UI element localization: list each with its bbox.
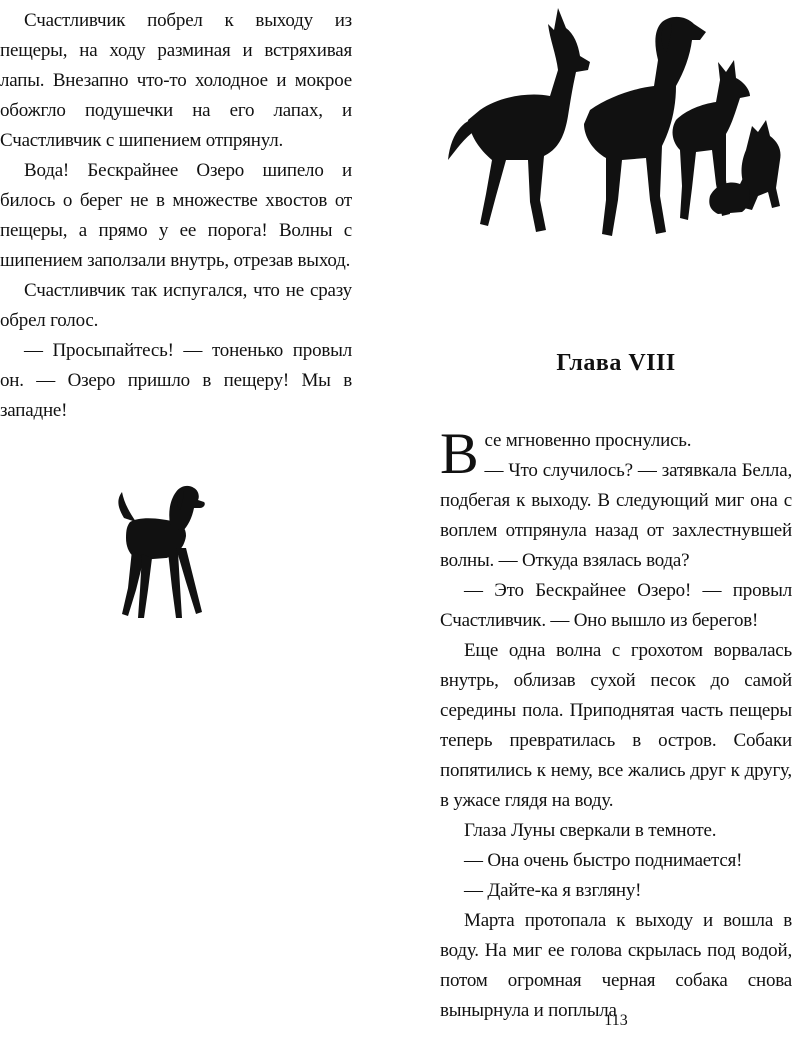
paragraph: — Это Бескрайнее Озеро! — провыл Счастливчик. — Оно вышло из берегов! (440, 580, 792, 631)
right-page-text (440, 421, 792, 1026)
dog-pack-illustration (440, 0, 792, 250)
paragraph: Вода! Бескрайнее Озеро шипело и билось о берег не в множестве хвостов от пещеры, а прямо у ее порога! Волны с шипением заползали внутрь, отрезав выход. (0, 160, 352, 271)
drop-cap: В (440, 421, 479, 486)
chapter-title: Глава VIII (556, 350, 676, 376)
paragraph: — Дайте-ка я взгляну! (464, 880, 642, 901)
paragraph: Глаза Луны сверкали в темноте. (464, 820, 717, 841)
paragraph: — Просыпайтесь! — тоненько провыл он. — Озеро пришло в пещеру! Мы в западне! (0, 340, 352, 421)
paragraph: Марта протопала к выходу и вошла в воду. На миг ее голова скрылась под водой, потом огромная черная собака снова вынырнула и поплыла (440, 910, 792, 1021)
first-paragraph (440, 421, 792, 486)
first-line: се мгновенно проснулись. (484, 430, 692, 451)
left-page-text (0, 6, 352, 426)
paragraph: — Она очень быстро поднимается! (464, 850, 743, 871)
paragraph: Счастливчик так испугался, что не сразу обрел голос. (0, 280, 352, 331)
paragraph: — Что случилось? — затявкала Белла, подбегая к выходу. В следующий миг она с воплем отпрянула назад от захлестнувшей волны. — Откуда взялась вода? (440, 460, 792, 571)
paragraph: Еще одна волна с грохотом ворвалась внутрь, облизав сухой песок до самой середины пола. Приподнятая часть пещеры теперь превратилась в остров. Собаки попятились к нему, все жались друг к другу, в ужасе глядя на воду. (440, 640, 792, 811)
dog-illustration (110, 478, 220, 628)
page-number: 113 (604, 1012, 628, 1029)
paragraph: Счастливчик побрел к выходу из пещеры, на ходу разминая и встряхивая лапы. Внезапно что-то холодное и мокрое обожгло подушечки на его лапах, и Счастливчик с шипением отпрянул. (0, 10, 352, 151)
